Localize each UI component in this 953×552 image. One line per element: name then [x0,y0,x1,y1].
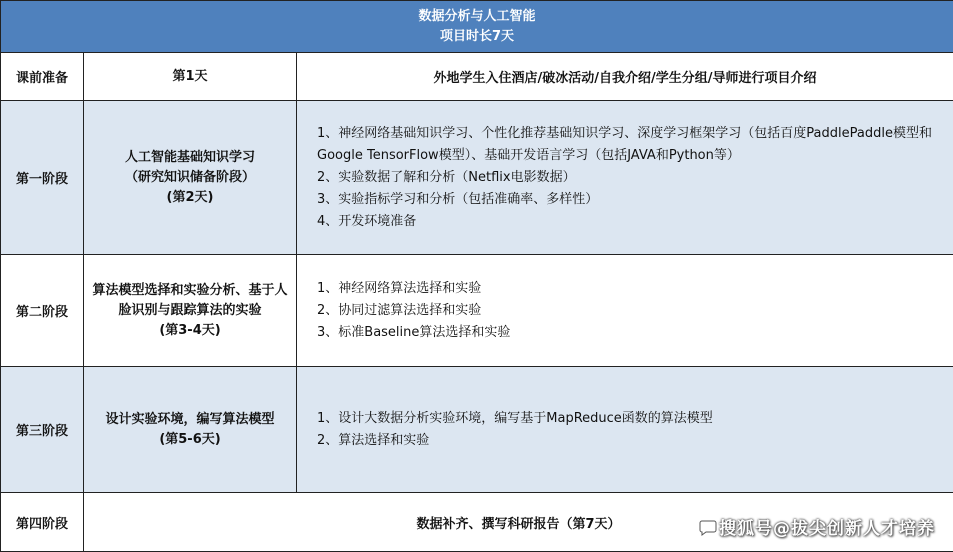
stage-topic [84,53,297,101]
content-line: 1、设计大数据分析实验环境，编写基于MapReduce函数的算法模型 [317,408,945,430]
watermark-text: 搜狐号@拔尖创新人才培养 [719,519,935,539]
stage-topic-line: 第1天 [88,67,292,87]
stage-topic [84,101,297,255]
stage-topic-line: 人工智能基础知识学习 [88,148,292,168]
table-header-row [1,1,953,53]
content-line: 数据补齐、撰写科研报告（第7天） [85,513,952,532]
stage-content [297,53,953,101]
stage-label: 第一阶段 [1,101,84,255]
table-row [1,367,953,493]
content-line: 2、算法选择和实验 [317,430,945,452]
content-line: 2、实验数据了解和分析（Netflix电影数据） [317,167,945,189]
stage-topic-line: (第3-4天) [88,321,292,341]
stage-topic-line: (第2天) [88,188,292,208]
table-row [1,101,953,255]
stage-topic-line: 算法模型选择和实验分析、基于人脸识别与跟踪算法的实验 [88,281,292,321]
stage-label: 第二阶段 [1,255,84,367]
content-line: 1、神经网络算法选择和实验 [317,278,945,300]
stage-label: 第三阶段 [1,367,84,493]
content-line: 2、协同过滤算法选择和实验 [317,300,945,322]
stage-content [297,255,953,367]
stage-label: 课前准备 [1,53,84,101]
watermark [699,514,935,539]
stage-content [297,101,953,255]
program-title: 数据分析与人工智能 [1,7,953,27]
content-line: 4、开发环境准备 [317,211,945,233]
content-line: 外地学生入住酒店/破冰活动/自我介绍/学生分组/导师进行项目介绍 [298,67,952,86]
table-row [1,53,953,101]
content-line: 1、神经网络基础知识学习、个性化推荐基础知识学习、深度学习框架学习（包括百度PaddlePaddle模型和Google TensorFlow模型）、基础开发语言学习（包括JAVA和Python等） [317,123,945,167]
stage-topic-line: （研究知识储备阶段） [88,168,292,188]
stage-label: 第四阶段 [1,493,84,552]
table-header [1,1,953,53]
stage-topic [84,255,297,367]
stage-content [297,367,953,493]
content-line: 3、实验指标学习和分析（包括准确率、多样性） [317,189,945,211]
program-duration: 项目时长7天 [1,27,953,47]
stage-topic [84,367,297,493]
content-line: 3、标准Baseline算法选择和实验 [317,322,945,344]
stage-topic-line: 设计实验环境，编写算法模型 [88,410,292,430]
chat-bubble-icon [699,519,717,539]
stage-topic-line: (第5-6天) [88,430,292,450]
table-row [1,255,953,367]
